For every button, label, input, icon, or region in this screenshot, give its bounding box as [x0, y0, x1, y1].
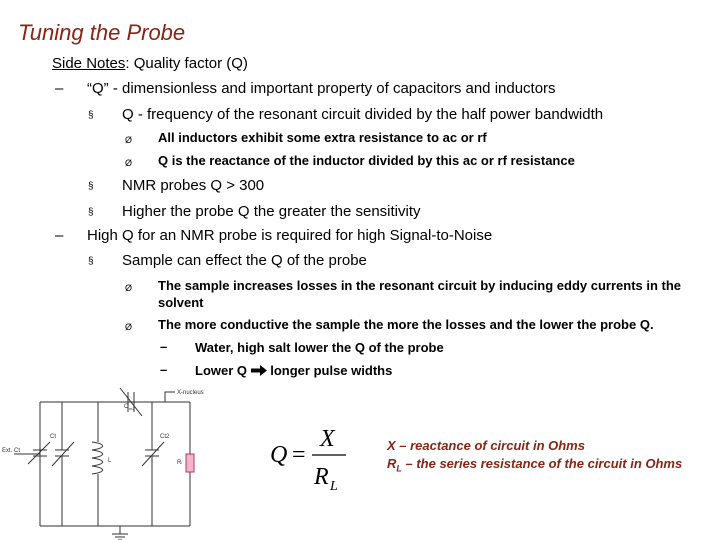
longer-pulse-text: longer pulse widths	[266, 363, 393, 378]
formula-q: Q	[270, 442, 288, 468]
arrow-bullet: Ø	[125, 283, 133, 293]
side-notes-heading	[52, 55, 248, 72]
formula-denominator-sub: L	[330, 479, 338, 494]
list-item-lower-q	[195, 363, 392, 379]
rl-symbol: R	[387, 456, 397, 471]
list-item-sample-losses: The sample increases losses in the resonant circuit by inducing eddy currents in the solvent	[158, 278, 682, 310]
q-formula	[268, 418, 378, 498]
formula-denominator: R	[314, 464, 329, 490]
square-bullet: §	[88, 207, 94, 218]
square-bullet: §	[88, 110, 94, 121]
list-item-water: Water, high salt lower the Q of the probe	[195, 340, 444, 355]
rl-label: Rₗ	[177, 460, 183, 466]
dash-bullet: –	[55, 227, 64, 244]
list-item-sample-effect: Sample can effect the Q of the probe	[122, 252, 367, 269]
list-item-higher-q: Higher the probe Q the greater the sensitivity	[122, 203, 421, 220]
side-notes-rest: : Quality factor (Q)	[125, 55, 248, 72]
rl-text: – the series resistance of the circuit in Ohms	[401, 456, 683, 471]
cm-label: C	[124, 404, 129, 410]
list-item-q-freq: Q - frequency of the resonant circuit divided by the half power bandwidth	[122, 106, 604, 123]
rl-subscript: L	[396, 463, 402, 474]
x-nucleus-label: X-nucleus	[177, 390, 204, 396]
rl-definition	[387, 455, 682, 478]
formula-numerator: X	[320, 426, 335, 452]
ext-ct-label: Ext. Ct	[2, 448, 21, 454]
l-label: L	[108, 458, 112, 464]
formula-notes	[387, 437, 682, 478]
arrow-bullet: Ø	[125, 322, 133, 332]
lower-q-text: Lower Q	[195, 363, 248, 378]
right-arrow-icon	[251, 364, 267, 379]
side-notes-label: Side Notes	[52, 55, 126, 72]
page-title: Tuning the Probe	[18, 20, 186, 45]
sub-dash-bullet: –	[160, 362, 168, 377]
formula-equals: =	[292, 442, 306, 468]
list-item-nmr-q: NMR probes Q > 300	[122, 177, 265, 194]
list-item-inductors: All inductors exhibit some extra resistance to ac or rf	[158, 130, 487, 145]
square-bullet: §	[88, 181, 94, 192]
arrow-bullet: Ø	[125, 158, 133, 168]
list-item-conductive: The more conductive the sample the more the losses and the lower the probe Q.	[158, 317, 654, 332]
dash-bullet: –	[55, 80, 64, 97]
list-item-q-react: Q is the reactance of the inductor divided by this ac or rf resistance	[158, 153, 575, 168]
sub-dash-bullet: –	[160, 339, 168, 354]
cm-sub-label: m2	[129, 406, 135, 411]
square-bullet: §	[88, 256, 94, 267]
arrow-bullet: Ø	[125, 135, 133, 145]
ct2-label: Ct2	[160, 434, 170, 440]
list-item-high-q-nmr: High Q for an NMR probe is required for high Signal-to-Noise	[87, 227, 493, 244]
probe-circuit-diagram	[0, 376, 215, 540]
x-definition: X – reactance of circuit in Ohms	[387, 438, 585, 453]
ct-label: Ct	[50, 434, 56, 440]
list-item-q-def: “Q” - dimensionless and important property of capacitors and inductors	[87, 80, 556, 97]
